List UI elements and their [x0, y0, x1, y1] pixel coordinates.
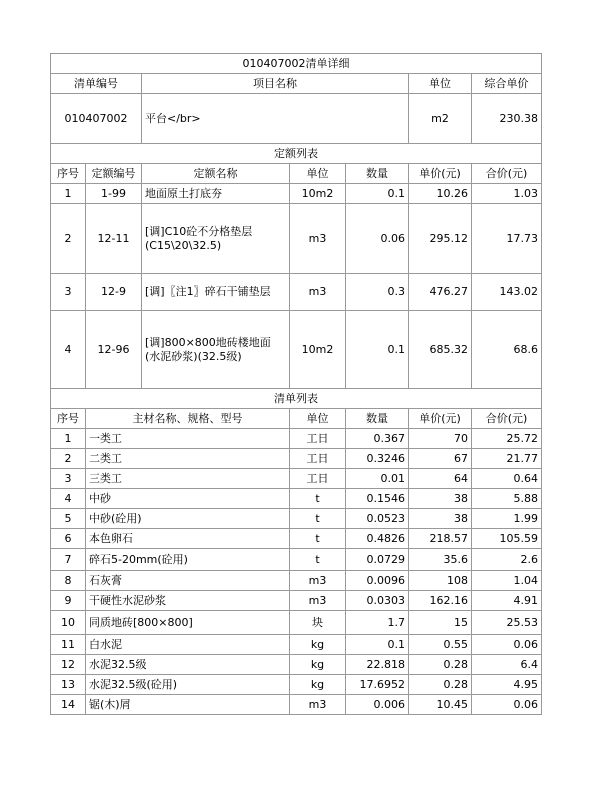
material-no: 13: [51, 675, 86, 695]
material-price: 67: [409, 449, 472, 469]
quota-row: [51, 274, 542, 311]
header-label-unit: 单位: [409, 74, 472, 94]
material-no: 6: [51, 529, 86, 549]
material-unit: m3: [290, 591, 346, 611]
quota-qty: 0.1: [346, 184, 409, 204]
material-total: 2.6: [472, 549, 542, 571]
quota-no: 3: [51, 274, 86, 311]
item-name: 平台</br>: [142, 94, 409, 144]
header-label-price: 综合单价: [472, 74, 542, 94]
quota-qty: 0.1: [346, 311, 409, 389]
materials-body: [51, 429, 542, 715]
quota-total: 17.73: [472, 204, 542, 274]
material-unit: kg: [290, 635, 346, 655]
quota-code: 1-99: [86, 184, 142, 204]
quota-no: 4: [51, 311, 86, 389]
material-price: 218.57: [409, 529, 472, 549]
quota-price: 295.12: [409, 204, 472, 274]
materials-col-no: 序号: [51, 409, 86, 429]
material-no: 14: [51, 695, 86, 715]
material-price: 0.28: [409, 675, 472, 695]
material-name: 碎石5-20mm(砼用): [86, 549, 290, 571]
quota-total: 68.6: [472, 311, 542, 389]
material-qty: 0.0096: [346, 571, 409, 591]
materials-section-title: 清单列表: [51, 389, 542, 409]
material-qty: 0.0523: [346, 509, 409, 529]
material-total: 4.95: [472, 675, 542, 695]
material-row: [51, 635, 542, 655]
material-total: 4.91: [472, 591, 542, 611]
material-unit: 工日: [290, 449, 346, 469]
materials-col-qty: 数量: [346, 409, 409, 429]
material-no: 11: [51, 635, 86, 655]
material-price: 108: [409, 571, 472, 591]
material-no: 9: [51, 591, 86, 611]
material-qty: 0.4826: [346, 529, 409, 549]
material-total: 0.64: [472, 469, 542, 489]
quota-name: [调]C10砼不分格垫层(C15\20\32.5): [142, 204, 290, 274]
material-row: [51, 655, 542, 675]
material-price: 38: [409, 489, 472, 509]
material-total: 0.06: [472, 695, 542, 715]
material-unit: m3: [290, 695, 346, 715]
quota-table: [50, 143, 542, 389]
quota-row: [51, 204, 542, 274]
quota-qty: 0.3: [346, 274, 409, 311]
material-row: [51, 429, 542, 449]
quota-total: 1.03: [472, 184, 542, 204]
material-no: 4: [51, 489, 86, 509]
quota-section-title: 定额列表: [51, 144, 542, 164]
material-qty: 0.006: [346, 695, 409, 715]
quota-price: 685.32: [409, 311, 472, 389]
quota-row: [51, 184, 542, 204]
material-name: 中砂(砼用): [86, 509, 290, 529]
quota-code: 12-11: [86, 204, 142, 274]
material-unit: t: [290, 549, 346, 571]
quota-col-name: 定额名称: [142, 164, 290, 184]
material-total: 1.99: [472, 509, 542, 529]
material-price: 15: [409, 611, 472, 635]
quota-code: 12-96: [86, 311, 142, 389]
item-code: 010407002: [51, 94, 142, 144]
material-total: 5.88: [472, 489, 542, 509]
material-qty: 0.0729: [346, 549, 409, 571]
material-no: 2: [51, 449, 86, 469]
material-row: [51, 591, 542, 611]
material-row: [51, 571, 542, 591]
material-no: 5: [51, 509, 86, 529]
quota-col-price: 单价(元): [409, 164, 472, 184]
material-total: 0.06: [472, 635, 542, 655]
quota-name: 地面原土打底夯: [142, 184, 290, 204]
material-total: 25.72: [472, 429, 542, 449]
material-unit: kg: [290, 675, 346, 695]
material-qty: 0.01: [346, 469, 409, 489]
quota-total: 143.02: [472, 274, 542, 311]
material-no: 7: [51, 549, 86, 571]
materials-table: [50, 388, 542, 715]
quota-no: 1: [51, 184, 86, 204]
material-unit: 工日: [290, 469, 346, 489]
material-price: 162.16: [409, 591, 472, 611]
material-qty: 0.0303: [346, 591, 409, 611]
material-qty: 0.367: [346, 429, 409, 449]
materials-col-unit: 单位: [290, 409, 346, 429]
material-qty: 0.1546: [346, 489, 409, 509]
quota-code: 12-9: [86, 274, 142, 311]
material-name: 本色卵石: [86, 529, 290, 549]
material-no: 3: [51, 469, 86, 489]
quota-price: 10.26: [409, 184, 472, 204]
material-name: 白水泥: [86, 635, 290, 655]
material-unit: t: [290, 489, 346, 509]
material-no: 12: [51, 655, 86, 675]
item-unit: m2: [409, 94, 472, 144]
materials-col-price: 单价(元): [409, 409, 472, 429]
material-unit: t: [290, 509, 346, 529]
material-total: 1.04: [472, 571, 542, 591]
material-name: 二类工: [86, 449, 290, 469]
material-price: 35.6: [409, 549, 472, 571]
material-row: [51, 695, 542, 715]
material-name: 一类工: [86, 429, 290, 449]
quota-unit: m3: [290, 204, 346, 274]
material-qty: 1.7: [346, 611, 409, 635]
material-qty: 0.3246: [346, 449, 409, 469]
material-price: 10.45: [409, 695, 472, 715]
quota-price: 476.27: [409, 274, 472, 311]
quota-col-qty: 数量: [346, 164, 409, 184]
quota-col-total: 合价(元): [472, 164, 542, 184]
quota-no: 2: [51, 204, 86, 274]
material-row: [51, 675, 542, 695]
material-total: 21.77: [472, 449, 542, 469]
material-qty: 0.1: [346, 635, 409, 655]
item-price: 230.38: [472, 94, 542, 144]
quota-col-no: 序号: [51, 164, 86, 184]
material-name: 三类工: [86, 469, 290, 489]
material-row: [51, 529, 542, 549]
material-price: 38: [409, 509, 472, 529]
material-price: 64: [409, 469, 472, 489]
quota-row: [51, 311, 542, 389]
material-name: 锯(木)屑: [86, 695, 290, 715]
material-qty: 22.818: [346, 655, 409, 675]
material-total: 25.53: [472, 611, 542, 635]
material-unit: kg: [290, 655, 346, 675]
material-row: [51, 489, 542, 509]
material-no: 1: [51, 429, 86, 449]
material-unit: 工日: [290, 429, 346, 449]
materials-col-total: 合价(元): [472, 409, 542, 429]
material-price: 0.55: [409, 635, 472, 655]
material-no: 10: [51, 611, 86, 635]
material-row: [51, 509, 542, 529]
material-name: 中砂: [86, 489, 290, 509]
header-label-name: 项目名称: [142, 74, 409, 94]
materials-col-name: 主材名称、规格、型号: [86, 409, 290, 429]
material-total: 105.59: [472, 529, 542, 549]
material-price: 0.28: [409, 655, 472, 675]
material-no: 8: [51, 571, 86, 591]
material-unit: t: [290, 529, 346, 549]
material-row: [51, 549, 542, 571]
material-name: 干硬性水泥砂浆: [86, 591, 290, 611]
material-unit: m3: [290, 571, 346, 591]
material-name: 同质地砖[800×800]: [86, 611, 290, 635]
quota-qty: 0.06: [346, 204, 409, 274]
quota-unit: 10m2: [290, 184, 346, 204]
material-row: [51, 469, 542, 489]
material-row: [51, 449, 542, 469]
material-qty: 17.6952: [346, 675, 409, 695]
material-total: 6.4: [472, 655, 542, 675]
material-row: [51, 611, 542, 635]
quota-col-code: 定额编号: [86, 164, 142, 184]
page-title: 010407002清单详细: [51, 54, 542, 74]
material-price: 70: [409, 429, 472, 449]
quota-unit: 10m2: [290, 311, 346, 389]
header-table: [50, 53, 542, 144]
quota-col-unit: 单位: [290, 164, 346, 184]
quota-unit: m3: [290, 274, 346, 311]
quota-name: [调]〖注1〗碎石干铺垫层: [142, 274, 290, 311]
material-name: 水泥32.5级: [86, 655, 290, 675]
quota-name: [调]800×800地砖楼地面(水泥砂浆)(32.5级): [142, 311, 290, 389]
material-name: 石灰膏: [86, 571, 290, 591]
material-unit: 块: [290, 611, 346, 635]
header-label-code: 清单编号: [51, 74, 142, 94]
material-name: 水泥32.5级(砼用): [86, 675, 290, 695]
